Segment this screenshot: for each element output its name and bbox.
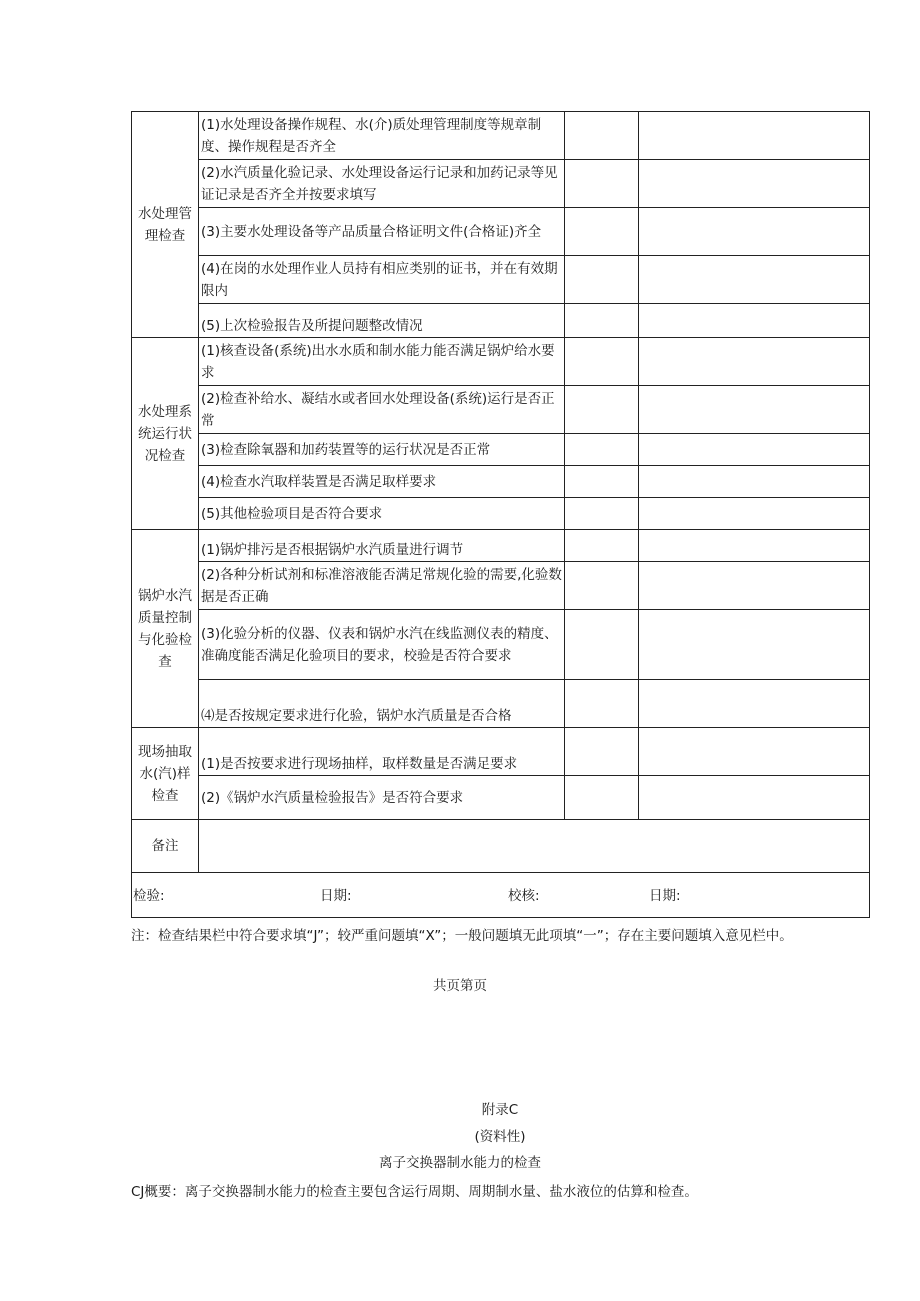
result-cell[interactable] bbox=[565, 386, 639, 434]
result-cell[interactable] bbox=[565, 208, 639, 256]
table-row bbox=[132, 530, 870, 562]
item-cell: (2)各种分析试剂和标准溶液能否满足常规化验的需要,化验数据是否正确 bbox=[199, 562, 565, 610]
reviewer-label: 校核: bbox=[508, 888, 540, 904]
opinion-cell[interactable] bbox=[639, 112, 870, 160]
table-row bbox=[132, 304, 870, 338]
result-cell[interactable] bbox=[565, 256, 639, 304]
category-cell: 水处理系统运行状况检查 bbox=[132, 338, 199, 530]
result-cell[interactable] bbox=[565, 776, 639, 820]
result-cell[interactable] bbox=[565, 498, 639, 530]
table-row bbox=[132, 160, 870, 208]
inspector-label: 检验: bbox=[133, 888, 165, 904]
result-cell[interactable] bbox=[565, 530, 639, 562]
item-cell: (1)锅炉排污是否根据锅炉水汽质量进行调节 bbox=[199, 530, 565, 562]
table-row bbox=[132, 386, 870, 434]
opinion-cell[interactable] bbox=[639, 466, 870, 498]
item-cell: (1)是否按要求进行现场抽样，取样数量是否满足要求 bbox=[199, 728, 565, 776]
opinion-cell[interactable] bbox=[639, 776, 870, 820]
signature-row bbox=[132, 873, 870, 918]
remark-row bbox=[132, 820, 870, 873]
item-cell: (4)检查水汽取样装置是否满足取样要求 bbox=[199, 466, 565, 498]
item-cell: (2)检查补给水、凝结水或者回水处理设备(系统)运行是否正常 bbox=[199, 386, 565, 434]
item-cell: ⑷是否按规定要求进行化验，锅炉水汽质量是否合格 bbox=[199, 680, 565, 728]
result-cell[interactable] bbox=[565, 728, 639, 776]
table-note: 注：检查结果栏中符合要求填“J”；较严重问题填“X”；一般问题填无此项填“一”；存在主要问题填入意见栏中。 bbox=[131, 928, 793, 944]
inspect-date-label: 日期: bbox=[320, 888, 352, 904]
item-cell: (4)在岗的水处理作业人员持有相应类别的证书，并在有效期限内 bbox=[199, 256, 565, 304]
page-number: 共页第页 bbox=[433, 978, 487, 994]
result-cell[interactable] bbox=[565, 160, 639, 208]
opinion-cell[interactable] bbox=[639, 728, 870, 776]
opinion-cell[interactable] bbox=[639, 256, 870, 304]
item-cell: (3)化验分析的仪器、仪表和锅炉水汽在线监测仪表的精度、准确度能否满足化验项目的要求，校验是否符合要求 bbox=[199, 610, 565, 680]
opinion-cell[interactable] bbox=[639, 498, 870, 530]
appendix-overview: CJ概要：离子交换器制水能力的检查主要包含运行周期、周期制水量、盐水液位的估算和检查。 bbox=[131, 1184, 698, 1200]
appendix-title: 附录C bbox=[481, 1102, 519, 1118]
result-cell[interactable] bbox=[565, 338, 639, 386]
inspection-table bbox=[131, 111, 870, 918]
item-cell: (3)检查除氧器和加药装置等的运行状况是否正常 bbox=[199, 434, 565, 466]
opinion-cell[interactable] bbox=[639, 434, 870, 466]
table-row bbox=[132, 338, 870, 386]
category-cell: 现场抽取水(汽)样检查 bbox=[132, 728, 199, 820]
table-row bbox=[132, 208, 870, 256]
result-cell[interactable] bbox=[565, 304, 639, 338]
opinion-cell[interactable] bbox=[639, 208, 870, 256]
appendix-subtitle: (资料性) bbox=[474, 1129, 526, 1145]
table-row bbox=[132, 256, 870, 304]
table-row bbox=[132, 498, 870, 530]
table-row bbox=[132, 112, 870, 160]
opinion-cell[interactable] bbox=[639, 304, 870, 338]
item-cell: (5)上次检验报告及所提问题整改情况 bbox=[199, 304, 565, 338]
review-date-label: 日期: bbox=[649, 888, 681, 904]
category-cell: 水处理管理检查 bbox=[132, 112, 199, 338]
table-row bbox=[132, 562, 870, 610]
result-cell[interactable] bbox=[565, 112, 639, 160]
item-cell: (1)水处理设备操作规程、水(介)质处理管理制度等规章制度、操作规程是否齐全 bbox=[199, 112, 565, 160]
result-cell[interactable] bbox=[565, 434, 639, 466]
item-cell: (2)《锅炉水汽质量检验报告》是否符合要求 bbox=[199, 776, 565, 820]
result-cell[interactable] bbox=[565, 680, 639, 728]
item-cell: (2)水汽质量化验记录、水处理设备运行记录和加药记录等见证记录是否齐全并按要求填写 bbox=[199, 160, 565, 208]
table-row bbox=[132, 680, 870, 728]
result-cell[interactable] bbox=[565, 610, 639, 680]
table-row bbox=[132, 466, 870, 498]
table-row bbox=[132, 728, 870, 776]
appendix-heading: 离子交换器制水能力的检查 bbox=[379, 1155, 541, 1171]
category-cell: 锅炉水汽质量控制与化验检查 bbox=[132, 530, 199, 728]
result-cell[interactable] bbox=[565, 562, 639, 610]
signature-cell bbox=[132, 873, 870, 918]
opinion-cell[interactable] bbox=[639, 680, 870, 728]
opinion-cell[interactable] bbox=[639, 160, 870, 208]
table-row bbox=[132, 610, 870, 680]
item-cell: (1)核查设备(系统)出水水质和制水能力能否满足锅炉给水要求 bbox=[199, 338, 565, 386]
table-row bbox=[132, 434, 870, 466]
opinion-cell[interactable] bbox=[639, 338, 870, 386]
item-cell: (3)主要水处理设备等产品质量合格证明文件(合格证)齐全 bbox=[199, 208, 565, 256]
remark-field[interactable] bbox=[199, 820, 870, 873]
result-cell[interactable] bbox=[565, 466, 639, 498]
opinion-cell[interactable] bbox=[639, 386, 870, 434]
remark-label: 备注 bbox=[132, 820, 199, 873]
opinion-cell[interactable] bbox=[639, 562, 870, 610]
opinion-cell[interactable] bbox=[639, 610, 870, 680]
item-cell: (5)其他检验项目是否符合要求 bbox=[199, 498, 565, 530]
opinion-cell[interactable] bbox=[639, 530, 870, 562]
table-row bbox=[132, 776, 870, 820]
